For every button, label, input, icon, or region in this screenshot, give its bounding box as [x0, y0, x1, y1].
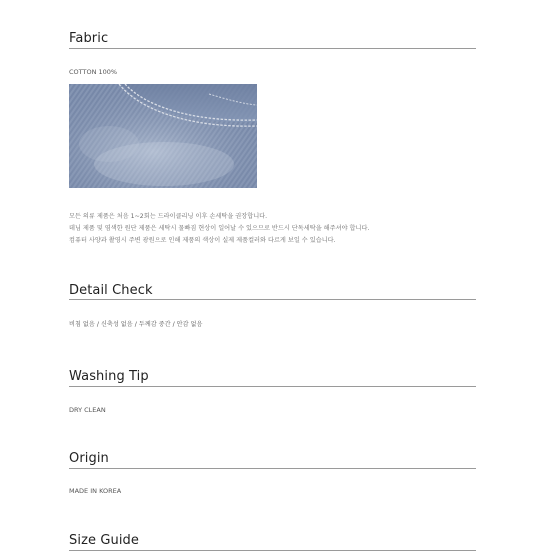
detail-check-title: Detail Check: [69, 283, 153, 298]
care-note-2: 데님 제품 및 염색한 원단 제품은 세탁시 물빠짐 현상이 일어날 수 있으므로 반드시 단독세탁을 해주셔야 합니다.: [69, 225, 370, 232]
size-guide-divider: [69, 550, 476, 551]
fabric-divider: [69, 48, 476, 49]
size-guide-title: Size Guide: [69, 533, 139, 548]
origin-divider: [69, 468, 476, 469]
washing-tip-divider: [69, 386, 476, 387]
fabric-title: Fabric: [69, 31, 109, 46]
care-note-3: 컴퓨터 사양과 촬영시 주변 광원으로 인해 제품의 색상이 실제 제품컬러와 다르게 보일 수 있습니다.: [69, 237, 336, 244]
denim-texture-image: [69, 84, 257, 188]
detail-check-divider: [69, 299, 476, 300]
washing-tip-title: Washing Tip: [69, 369, 149, 384]
origin-content: MADE IN KOREA: [69, 487, 122, 495]
care-note-1: 모든 의류 제품은 처음 1~2회는 드라이클리닝 이후 손세탁을 권장합니다.: [69, 213, 268, 220]
fabric-content: COTTON 100%: [69, 68, 118, 76]
denim-fabric-swatch: [69, 84, 257, 188]
origin-title: Origin: [69, 451, 109, 466]
washing-tip-content: DRY CLEAN: [69, 406, 106, 414]
detail-check-content: 비침 없음 / 신축성 없음 / 두께감 중간 / 안감 없음: [69, 321, 203, 328]
